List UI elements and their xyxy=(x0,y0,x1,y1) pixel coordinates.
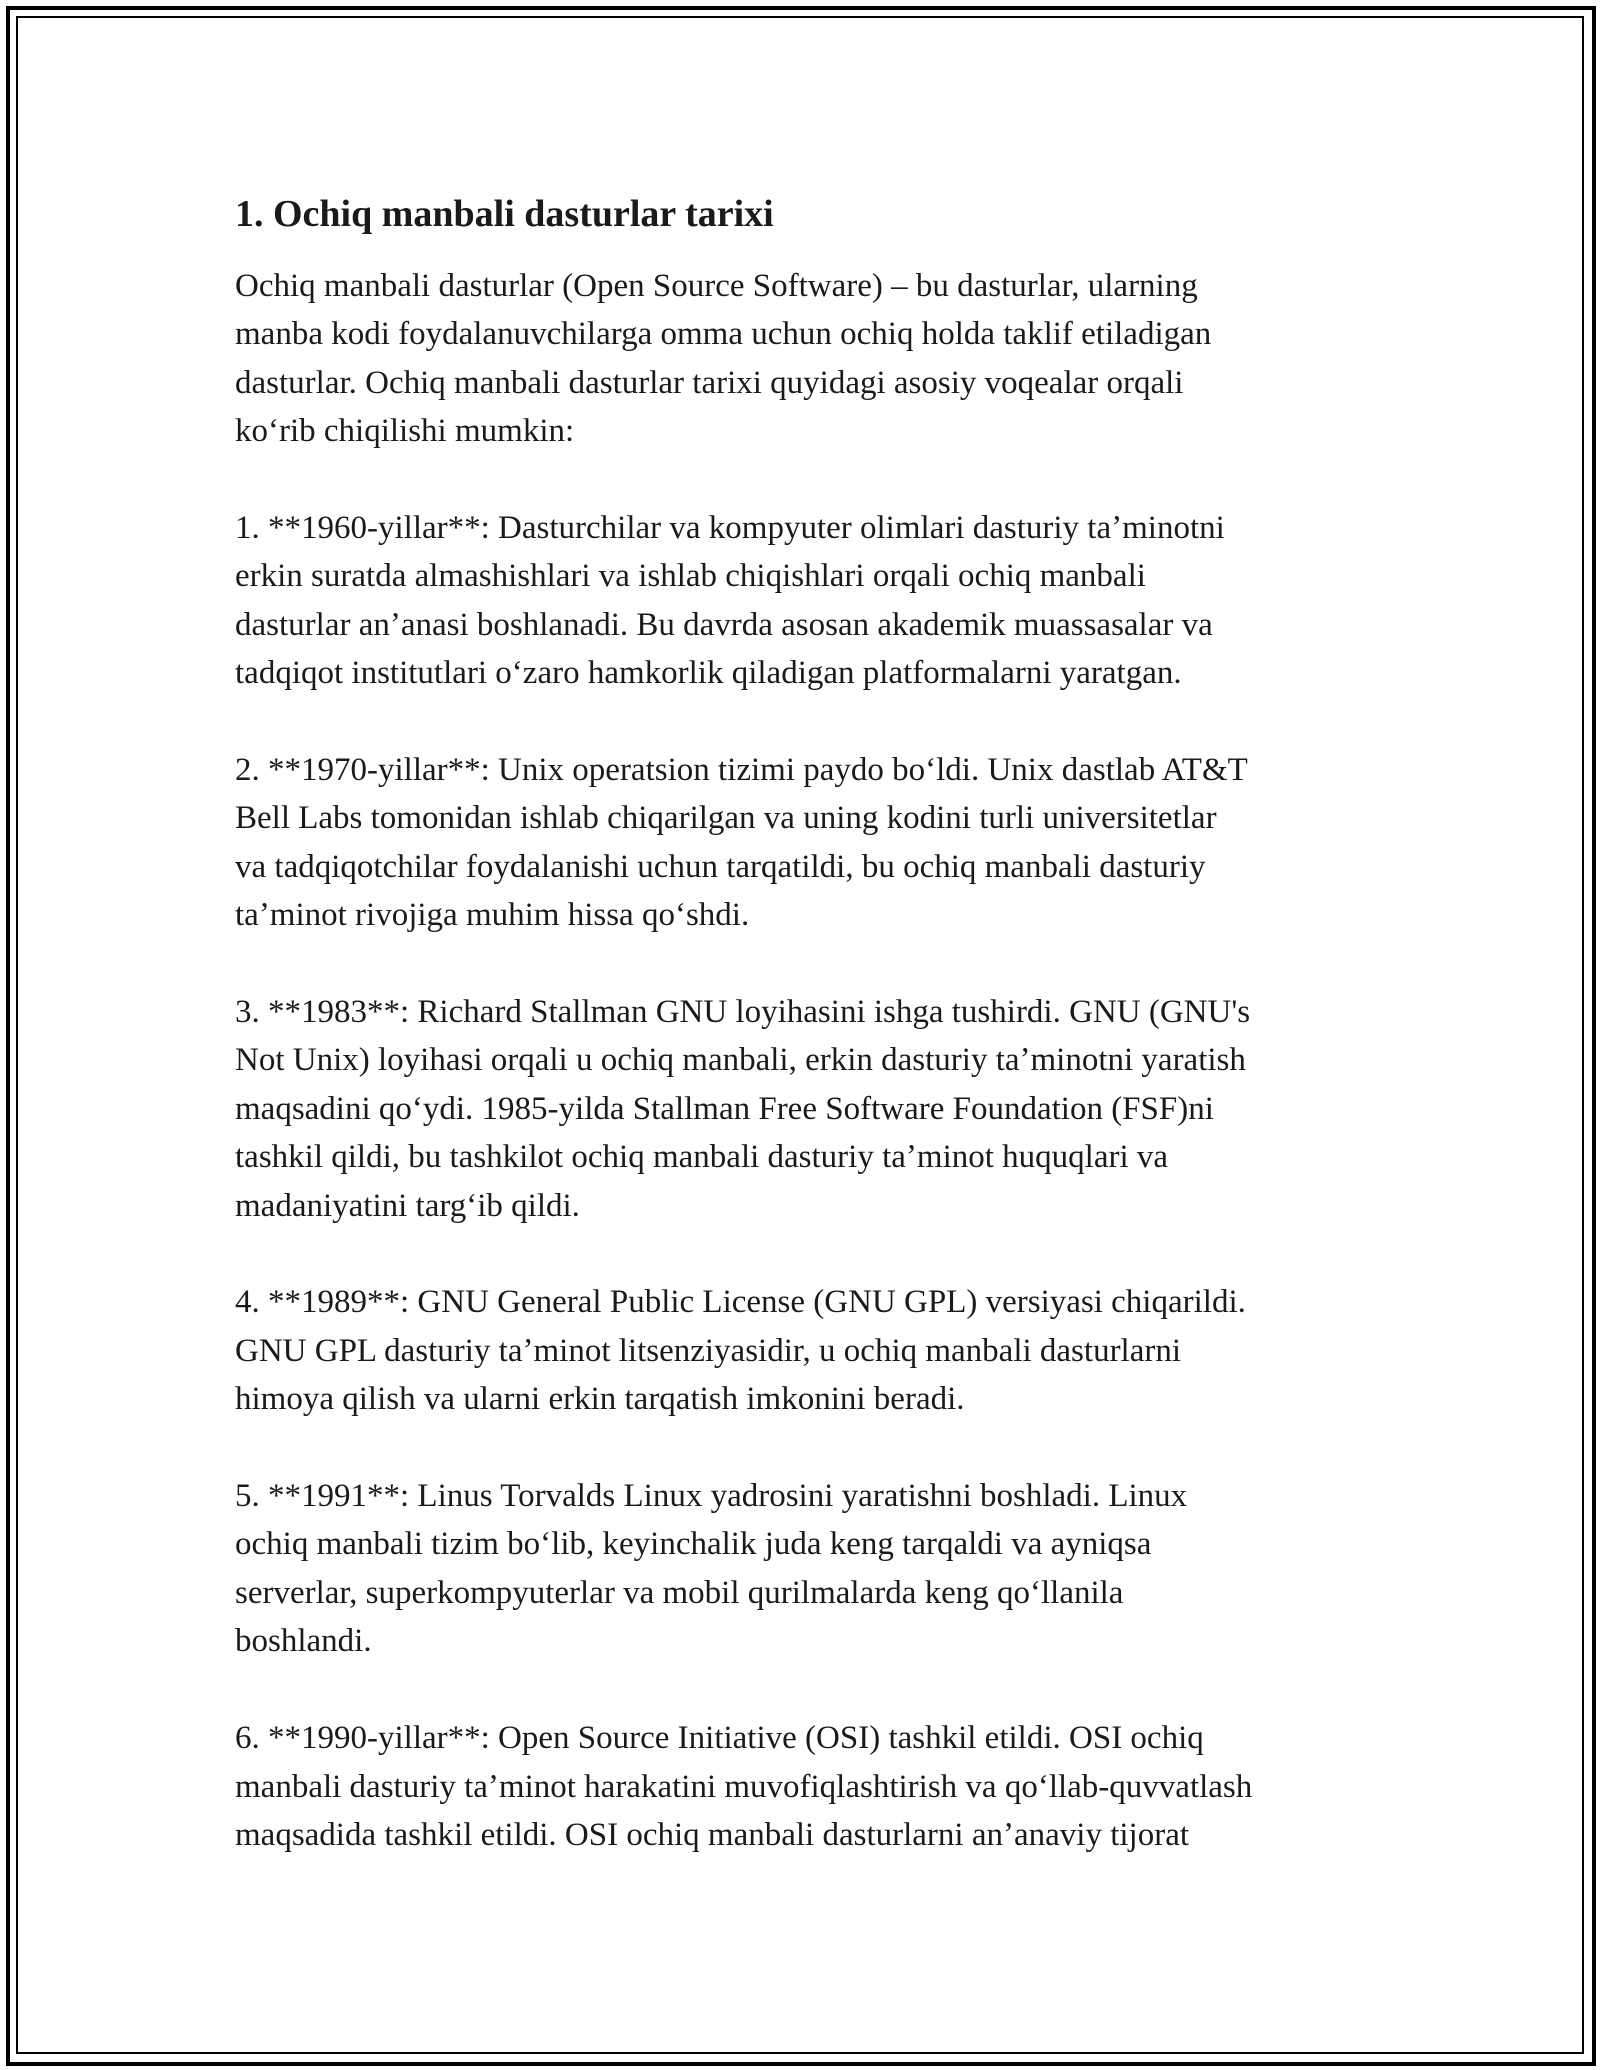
list-item-1991: 5. **1991**: Linus Torvalds Linux yadrosini yaratishni boshladi. Linux ochiq manbali tizim boʻlib, keyinchalik juda keng tarqaldi va ayniqsa serverlar, superkompyuterlar va mobil qurilmalarda keng qoʻllanila boshlandi. xyxy=(235,1478,1188,1660)
list-item-1983: 3. **1983**: Richard Stallman GNU loyihasini ishga tushirdi. GNU (GNU's Not Unix) loyihasi orqali u ochiq manbali, erkin dasturiy taʼminotni yaratish maqsadini qoʻydi. 1985-yilda Stallman Free Software Foundation (FSF)ni tashkil qildi, bu tashkilot ochiq manbali dasturiy taʼminot huquqlari va madaniyatini targʻib qildi. xyxy=(235,994,1251,1224)
list-item-1960s: 1. **1960-yillar**: Dasturchilar va kompyuter olimlari dasturiy taʼminotni erkin suratda almashishlari va ishlab chiqishlari orqali ochiq manbali dasturlar anʼanasi boshlanadi. Bu davrda asosan akademik muassasalar va tadqiqot institutlari oʻzaro hamkorlik qiladigan platformalarni yaratgan. xyxy=(235,510,1225,692)
list-item-1990s: 6. **1990-yillar**: Open Source Initiative (OSI) tashkil etildi. OSI ochiq manbali dasturiy taʼminot harakatini muvofiqlashtirish va qoʻllab-quvvatlash maqsadida tashkil etildi. OSI ochiq manbali dasturlarni anʼanaviy tijorat xyxy=(235,1720,1253,1853)
list-item-1970s: 2. **1970-yillar**: Unix operatsion tizimi paydo boʻldi. Unix dastlab AT&T Bell Labs tomonidan ishlab chiqarilgan va uning kodini turli universitetlar va tadqiqotchilar foydalanishi uchun tarqatildi, bu ochiq manbali dasturiy taʼminot rivojiga muhim hissa qoʻshdi. xyxy=(235,752,1248,934)
document-body xyxy=(235,180,1395,1908)
section-heading: 1. Ochiq manbali dasturlar tarixi xyxy=(235,193,774,235)
intro-paragraph: Ochiq manbali dasturlar (Open Source Software) – bu dasturlar, ularning manba kodi foydalanuvchilarga omma uchun ochiq holda taklif etiladigan dasturlar. Ochiq manbali dasturlar tarixi quyidagi asosiy voqealar orqali koʻrib chiqilishi mumkin: xyxy=(235,268,1212,450)
list-item-1989: 4. **1989**: GNU General Public License (GNU GPL) versiyasi chiqarildi. GNU GPL dasturiy taʼminot litsenziyasidir, u ochiq manbali dasturlarni himoya qilish va ularni erkin tarqatish imkonini beradi. xyxy=(235,1284,1246,1418)
